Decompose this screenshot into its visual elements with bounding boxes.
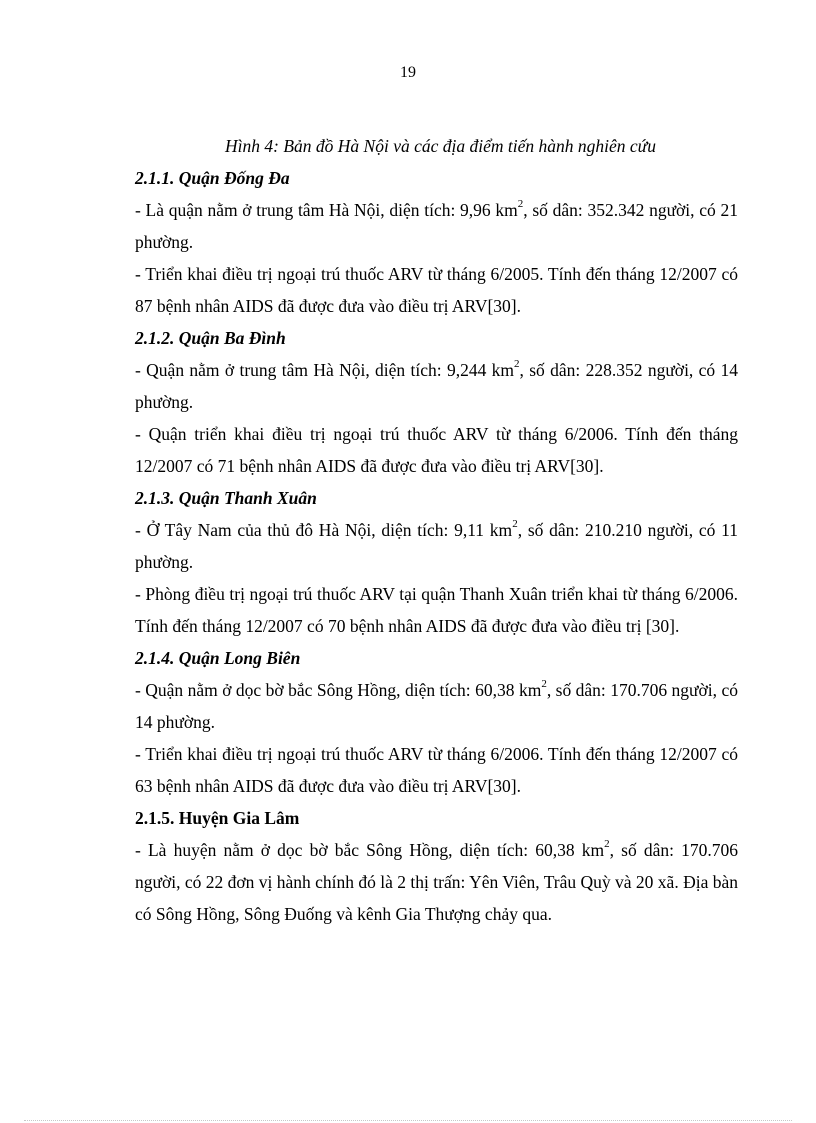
section-heading-gia-lam: 2.1.5. Huyện Gia Lâm	[135, 808, 300, 828]
section-heading-dong-da: 2.1.1. Quận Đống Đa	[135, 168, 290, 188]
page-bottom-divider	[24, 1120, 792, 1121]
section-heading-long-bien: 2.1.4. Quận Long Biên	[135, 648, 301, 668]
document-body	[135, 130, 738, 930]
paragraph: - Phòng điều trị ngoại trú thuốc ARV tại quận Thanh Xuân triển khai từ tháng 6/2006. Tính đến tháng 12/2007 có 70 bệnh nhân AIDS đã được đưa vào điều trị [30].	[135, 584, 738, 636]
figure-caption: Hình 4: Bản đồ Hà Nội và các địa điểm tiến hành nghiên cứu	[225, 136, 656, 156]
section-heading-ba-dinh: 2.1.2. Quận Ba Đình	[135, 328, 286, 348]
paragraph: - Quận nằm ở dọc bờ bắc Sông Hồng, diện tích: 60,38 $km^2$, số dân: 170.706 người, có 14 phường.	[135, 678, 739, 732]
paragraph: - Triển khai điều trị ngoại trú thuốc ARV từ tháng 6/2005. Tính đến tháng 12/2007 có 87 bệnh nhân AIDS đã được đưa vào điều trị ARV[30].	[135, 264, 738, 316]
page-number: 19	[400, 64, 416, 81]
paragraph: - Quận triển khai điều trị ngoại trú thuốc ARV từ tháng 6/2006. Tính đến tháng 12/2007 có 71 bệnh nhân AIDS đã được đưa vào điều trị ARV[30].	[135, 424, 738, 476]
paragraph: - Là quận nằm ở trung tâm Hà Nội, diện tích: 9,96 $km^2$, số dân: 352.342 người, có 21 phường.	[135, 198, 738, 252]
paragraph: - Ở Tây Nam của thủ đô Hà Nội, diện tích: 9,11 $km^2$, số dân: 210.210 người, có 11 phường.	[135, 518, 738, 572]
paragraph: - Là huyện nằm ở dọc bờ bắc Sông Hồng, diện tích: 60,38 $km^2$, số dân: 170.706 người, có 22 đơn vị hành chính đó là 2 thị trấn: Yên Viên, Trâu Quỳ và 20 xã. Địa bàn có Sông Hồng, Sông Đuống và kênh Gia Thượng chảy qua.	[135, 838, 738, 924]
paragraph: - Triển khai điều trị ngoại trú thuốc ARV từ tháng 6/2006. Tính đến tháng 12/2007 có 63 bệnh nhân AIDS đã được đưa vào điều trị ARV[30].	[135, 744, 738, 796]
section-heading-thanh-xuan: 2.1.3. Quận Thanh Xuân	[135, 488, 317, 508]
paragraph: - Quận nằm ở trung tâm Hà Nội, diện tích: 9,244 $km^2$, số dân: 228.352 người, có 14 phường.	[135, 358, 738, 412]
